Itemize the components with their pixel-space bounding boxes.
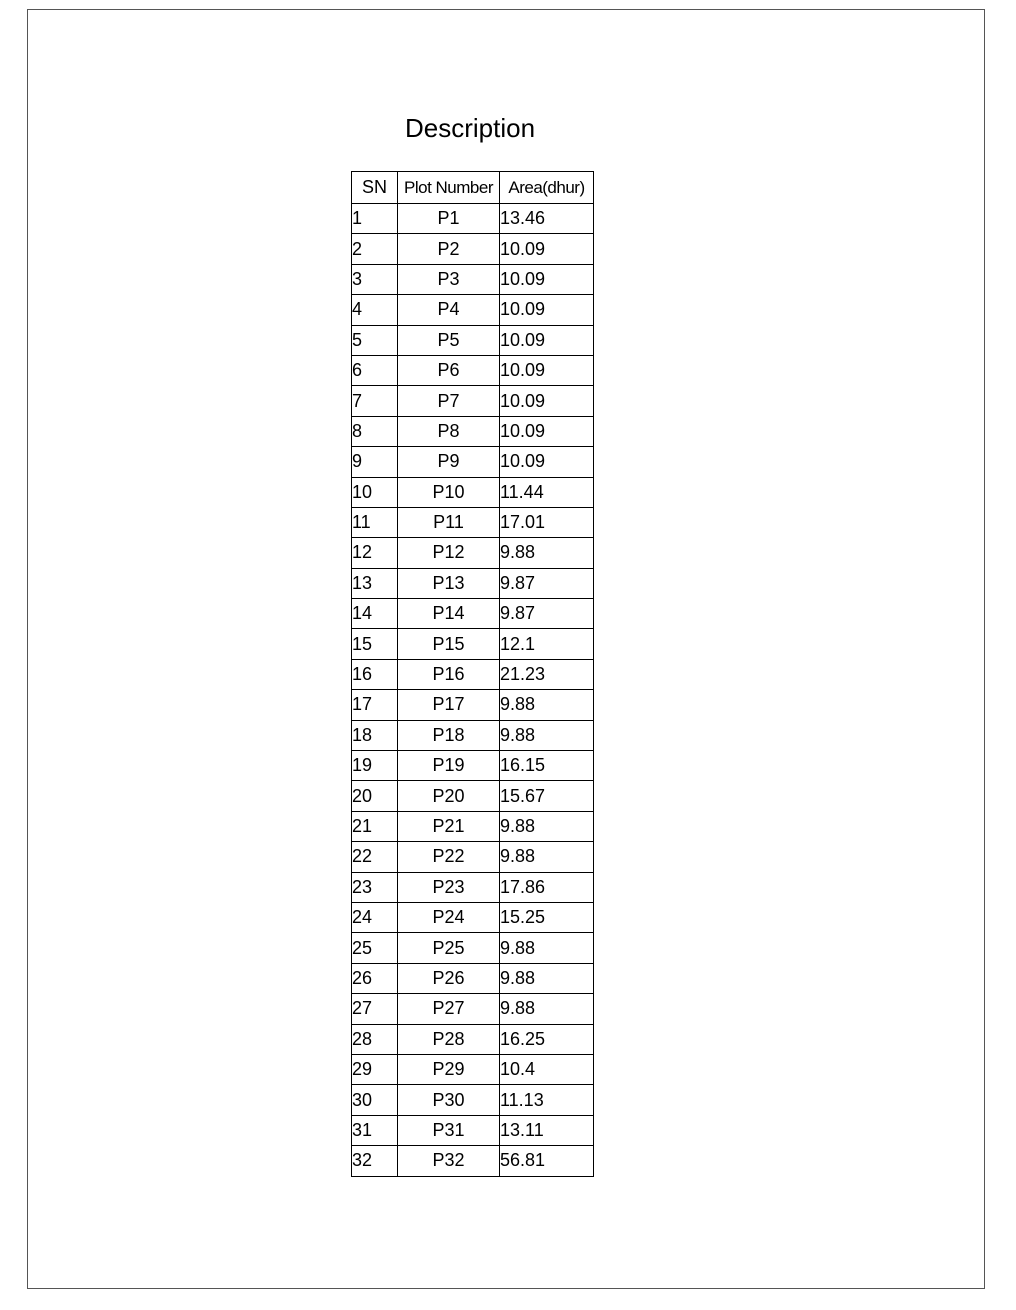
table-header-row bbox=[352, 172, 594, 204]
cell-sn: 21 bbox=[352, 811, 398, 841]
cell-sn: 11 bbox=[352, 507, 398, 537]
cell-plot-number: P7 bbox=[398, 386, 500, 416]
cell-plot-number: P10 bbox=[398, 477, 500, 507]
table-row bbox=[352, 538, 594, 568]
cell-area: 13.46 bbox=[500, 204, 594, 234]
cell-area: 10.09 bbox=[500, 386, 594, 416]
table-row bbox=[352, 568, 594, 598]
table-row bbox=[352, 659, 594, 689]
cell-area: 10.09 bbox=[500, 355, 594, 385]
cell-plot-number: P13 bbox=[398, 568, 500, 598]
cell-plot-number: P22 bbox=[398, 842, 500, 872]
header-sn: SN bbox=[352, 172, 398, 204]
cell-sn: 12 bbox=[352, 538, 398, 568]
cell-area: 9.88 bbox=[500, 538, 594, 568]
cell-plot-number: P27 bbox=[398, 994, 500, 1024]
cell-area: 10.09 bbox=[500, 325, 594, 355]
table-row bbox=[352, 1024, 594, 1054]
table-row bbox=[352, 1115, 594, 1145]
table-row bbox=[352, 477, 594, 507]
table-row bbox=[352, 507, 594, 537]
cell-sn: 22 bbox=[352, 842, 398, 872]
table-row bbox=[352, 902, 594, 932]
cell-area: 17.86 bbox=[500, 872, 594, 902]
cell-plot-number: P17 bbox=[398, 690, 500, 720]
cell-plot-number: P23 bbox=[398, 872, 500, 902]
cell-area: 10.09 bbox=[500, 234, 594, 264]
cell-sn: 7 bbox=[352, 386, 398, 416]
cell-sn: 8 bbox=[352, 416, 398, 446]
cell-plot-number: P16 bbox=[398, 659, 500, 689]
cell-area: 56.81 bbox=[500, 1146, 594, 1176]
cell-sn: 26 bbox=[352, 963, 398, 993]
cell-plot-number: P29 bbox=[398, 1054, 500, 1084]
cell-sn: 30 bbox=[352, 1085, 398, 1115]
cell-plot-number: P20 bbox=[398, 781, 500, 811]
cell-sn: 32 bbox=[352, 1146, 398, 1176]
table-row bbox=[352, 325, 594, 355]
cell-sn: 10 bbox=[352, 477, 398, 507]
table-row bbox=[352, 204, 594, 234]
page-title: Description bbox=[405, 113, 536, 143]
table-row bbox=[352, 295, 594, 325]
cell-plot-number: P5 bbox=[398, 325, 500, 355]
table-body bbox=[352, 204, 594, 1177]
cell-area: 15.25 bbox=[500, 902, 594, 932]
cell-plot-number: P3 bbox=[398, 264, 500, 294]
cell-area: 9.88 bbox=[500, 690, 594, 720]
cell-plot-number: P24 bbox=[398, 902, 500, 932]
cell-area: 10.09 bbox=[500, 264, 594, 294]
cell-plot-number: P15 bbox=[398, 629, 500, 659]
cell-sn: 14 bbox=[352, 599, 398, 629]
table-row bbox=[352, 264, 594, 294]
cell-area: 16.25 bbox=[500, 1024, 594, 1054]
cell-sn: 4 bbox=[352, 295, 398, 325]
cell-plot-number: P30 bbox=[398, 1085, 500, 1115]
cell-plot-number: P2 bbox=[398, 234, 500, 264]
cell-area: 10.4 bbox=[500, 1054, 594, 1084]
cell-sn: 5 bbox=[352, 325, 398, 355]
cell-plot-number: P31 bbox=[398, 1115, 500, 1145]
cell-sn: 31 bbox=[352, 1115, 398, 1145]
cell-area: 9.88 bbox=[500, 842, 594, 872]
table-row bbox=[352, 629, 594, 659]
table-row bbox=[352, 963, 594, 993]
plot-table bbox=[351, 171, 594, 1177]
cell-plot-number: P19 bbox=[398, 751, 500, 781]
cell-sn: 29 bbox=[352, 1054, 398, 1084]
cell-plot-number: P8 bbox=[398, 416, 500, 446]
cell-area: 11.13 bbox=[500, 1085, 594, 1115]
header-area: Area(dhur) bbox=[500, 172, 594, 204]
cell-sn: 16 bbox=[352, 659, 398, 689]
cell-area: 15.67 bbox=[500, 781, 594, 811]
header-plot-number: Plot Number bbox=[398, 172, 500, 204]
cell-area: 10.09 bbox=[500, 447, 594, 477]
cell-area: 11.44 bbox=[500, 477, 594, 507]
cell-sn: 6 bbox=[352, 355, 398, 385]
cell-sn: 17 bbox=[352, 690, 398, 720]
cell-plot-number: P11 bbox=[398, 507, 500, 537]
table-row bbox=[352, 355, 594, 385]
cell-area: 10.09 bbox=[500, 416, 594, 446]
table-row bbox=[352, 234, 594, 264]
cell-plot-number: P26 bbox=[398, 963, 500, 993]
cell-area: 12.1 bbox=[500, 629, 594, 659]
cell-plot-number: P9 bbox=[398, 447, 500, 477]
table-row bbox=[352, 720, 594, 750]
table-row bbox=[352, 842, 594, 872]
cell-area: 9.88 bbox=[500, 720, 594, 750]
table-row bbox=[352, 599, 594, 629]
cell-sn: 20 bbox=[352, 781, 398, 811]
table-row bbox=[352, 1085, 594, 1115]
cell-sn: 13 bbox=[352, 568, 398, 598]
cell-area: 10.09 bbox=[500, 295, 594, 325]
cell-area: 17.01 bbox=[500, 507, 594, 537]
cell-sn: 3 bbox=[352, 264, 398, 294]
table-row bbox=[352, 994, 594, 1024]
cell-sn: 9 bbox=[352, 447, 398, 477]
cell-area: 21.23 bbox=[500, 659, 594, 689]
cell-area: 9.87 bbox=[500, 568, 594, 598]
cell-sn: 2 bbox=[352, 234, 398, 264]
cell-plot-number: P6 bbox=[398, 355, 500, 385]
table-row bbox=[352, 386, 594, 416]
cell-plot-number: P1 bbox=[398, 204, 500, 234]
table-row bbox=[352, 690, 594, 720]
cell-sn: 15 bbox=[352, 629, 398, 659]
table-row bbox=[352, 933, 594, 963]
table-row bbox=[352, 416, 594, 446]
cell-plot-number: P32 bbox=[398, 1146, 500, 1176]
cell-plot-number: P4 bbox=[398, 295, 500, 325]
cell-sn: 18 bbox=[352, 720, 398, 750]
cell-area: 9.88 bbox=[500, 963, 594, 993]
cell-area: 9.87 bbox=[500, 599, 594, 629]
cell-area: 16.15 bbox=[500, 751, 594, 781]
cell-plot-number: P14 bbox=[398, 599, 500, 629]
cell-sn: 19 bbox=[352, 751, 398, 781]
cell-plot-number: P25 bbox=[398, 933, 500, 963]
table-row bbox=[352, 751, 594, 781]
cell-sn: 1 bbox=[352, 204, 398, 234]
table-row bbox=[352, 872, 594, 902]
cell-area: 9.88 bbox=[500, 933, 594, 963]
cell-sn: 25 bbox=[352, 933, 398, 963]
cell-plot-number: P21 bbox=[398, 811, 500, 841]
cell-area: 9.88 bbox=[500, 994, 594, 1024]
table-row bbox=[352, 447, 594, 477]
cell-area: 13.11 bbox=[500, 1115, 594, 1145]
cell-sn: 27 bbox=[352, 994, 398, 1024]
cell-plot-number: P12 bbox=[398, 538, 500, 568]
cell-area: 9.88 bbox=[500, 811, 594, 841]
table-row bbox=[352, 1146, 594, 1176]
table-row bbox=[352, 811, 594, 841]
table-row bbox=[352, 1054, 594, 1084]
cell-sn: 28 bbox=[352, 1024, 398, 1054]
cell-plot-number: P18 bbox=[398, 720, 500, 750]
cell-plot-number: P28 bbox=[398, 1024, 500, 1054]
table-row bbox=[352, 781, 594, 811]
cell-sn: 23 bbox=[352, 872, 398, 902]
cell-sn: 24 bbox=[352, 902, 398, 932]
